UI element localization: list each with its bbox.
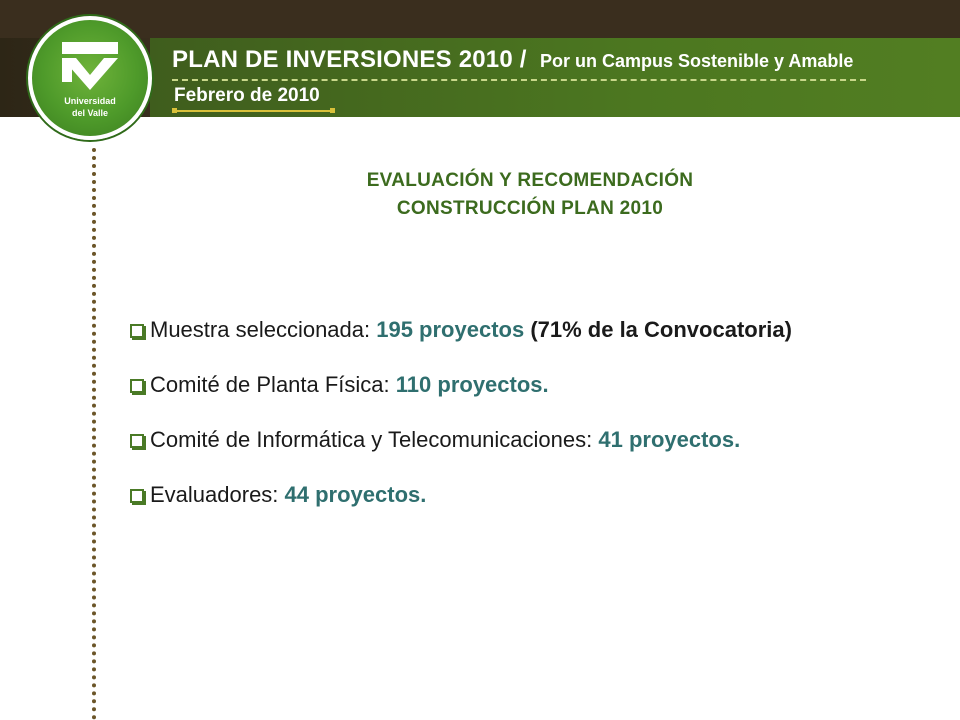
bullet-label: Muestra seleccionada: bbox=[150, 317, 377, 342]
bullet-item-informatica bbox=[130, 420, 950, 475]
plan-subtitle: Por un Campus Sostenible y Amable bbox=[540, 51, 854, 71]
checkbox-bullet-icon bbox=[130, 379, 144, 393]
dashed-divider bbox=[172, 79, 866, 81]
dotted-vertical-rule bbox=[92, 148, 96, 720]
bullet-label: Comité de Planta Física: bbox=[150, 372, 396, 397]
bullet-item-muestra bbox=[130, 310, 950, 365]
underline-end-marker-right bbox=[330, 108, 335, 113]
logo-text-line1: Universidad bbox=[64, 96, 116, 106]
checkbox-bullet-icon bbox=[130, 489, 144, 503]
checkbox-bullet-icon bbox=[130, 324, 144, 338]
underline-end-marker-left bbox=[172, 108, 177, 113]
logo-text-line2: del Valle bbox=[71, 108, 109, 118]
date-underline bbox=[174, 110, 332, 112]
section-heading-line1: EVALUACIÓN Y RECOMENDACIÓN bbox=[366, 170, 694, 191]
section-heading-line2: CONSTRUCCIÓN PLAN 2010 bbox=[396, 198, 664, 219]
bullet-value: 44 proyectos. bbox=[284, 482, 427, 507]
bullet-label: Evaluadores: bbox=[150, 482, 285, 507]
checkbox-bullet-icon bbox=[130, 434, 144, 448]
university-logo bbox=[28, 16, 152, 140]
bullet-list bbox=[130, 310, 950, 530]
bullet-item-evaluadores bbox=[130, 475, 950, 530]
bullet-extra: (71% de la Convocatoria) bbox=[524, 317, 792, 342]
date-label: Febrero de 2010 bbox=[174, 85, 320, 106]
bullet-value: 195 proyectos bbox=[376, 317, 525, 342]
plan-title: PLAN DE INVERSIONES 2010 / bbox=[172, 46, 527, 73]
bullet-item-planta-fisica bbox=[130, 365, 950, 420]
bullet-value: 110 proyectos. bbox=[395, 372, 549, 397]
bullet-label: Comité de Informática y Telecomunicaciones: bbox=[150, 427, 599, 452]
bullet-value: 41 proyectos. bbox=[598, 427, 741, 452]
logo-emblem-icon bbox=[32, 20, 148, 136]
